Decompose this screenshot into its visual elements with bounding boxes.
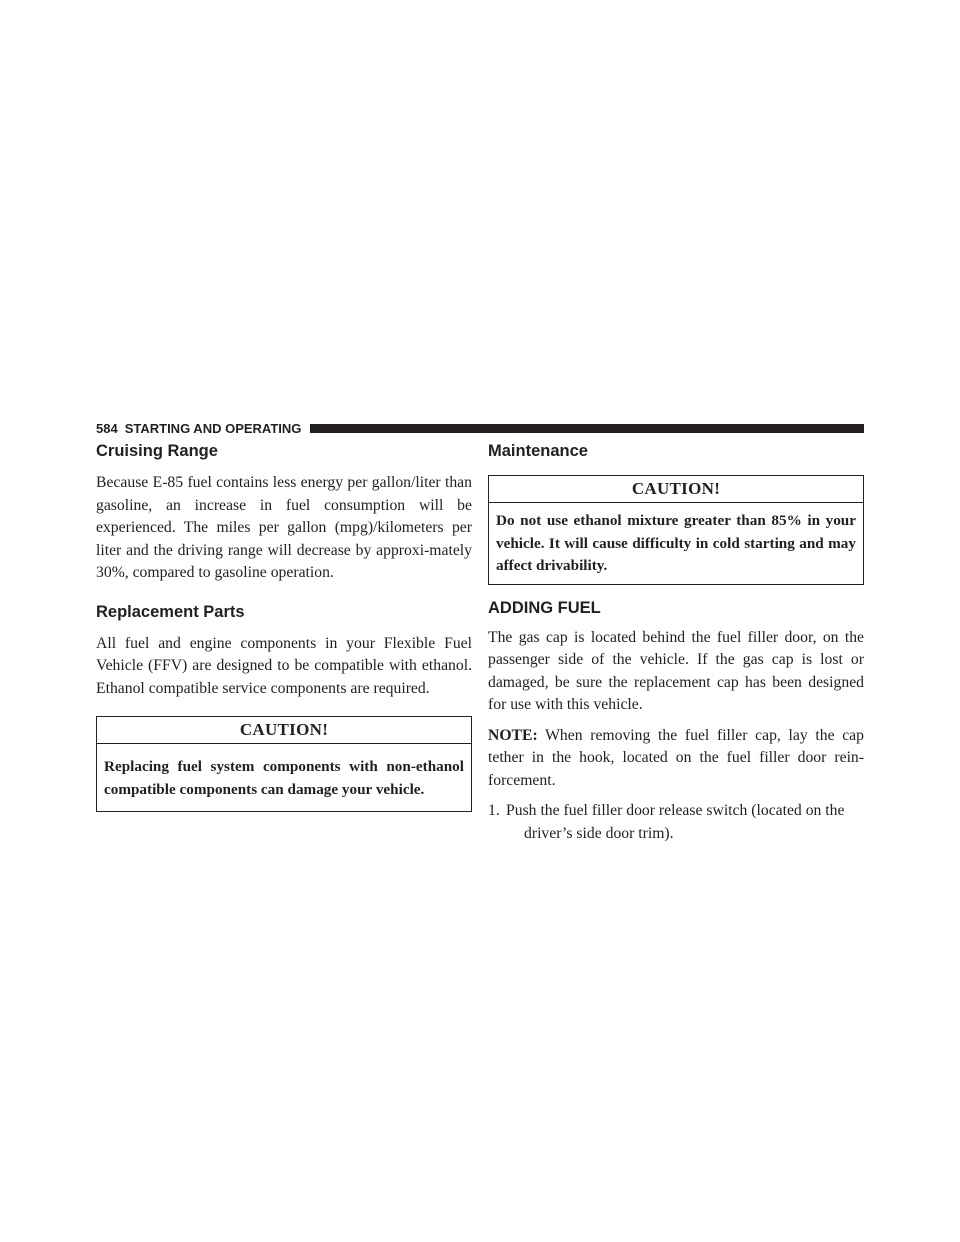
header-rule (310, 424, 864, 433)
caution-text: Replacing fuel system components with non-ethanol compatible components can damage your vehicle. (104, 758, 464, 798)
caution-title: CAUTION! (97, 717, 471, 744)
caution-title: CAUTION! (489, 476, 863, 503)
page-number: 584 (96, 420, 118, 436)
step-text (506, 800, 864, 845)
note-label: NOTE: (488, 726, 538, 744)
step-line-2: driver’s side door trim). (524, 824, 674, 842)
caution-text: Do not use ethanol mixture greater than 85% in your vehicle. It will cause difficulty in cold starting and may affect drivability. (496, 512, 856, 574)
replacement-parts-heading: Replacement Parts (96, 602, 245, 621)
note-paragraph (488, 725, 864, 793)
page-header (96, 418, 864, 438)
cruising-range-text: Because E-85 fuel contains less energy per gallon/liter than gasoline, an increase in fuel consumption will be experienced. The miles per gallon (mpg)/kilometers per liter and the driving range will decrease by approxi-mately 30%, compared to gasoline operation. (96, 474, 472, 581)
note-text: When removing the fuel filler cap, lay the cap tether in the hook, located on the fuel filler door rein-forcement. (488, 726, 864, 789)
adding-fuel-text: The gas cap is located behind the fuel filler door, on the passenger side of the vehicle. If the gas cap is lost or damaged, be sure the replacement cap has been designed for use with this vehicle. (488, 628, 864, 713)
left-column (96, 442, 472, 812)
section-title: STARTING AND OPERATING (124, 420, 302, 436)
caution-box-maintenance (488, 475, 864, 585)
maintenance-heading: Maintenance (488, 442, 588, 460)
adding-fuel-heading: ADDING FUEL (488, 598, 601, 617)
cruising-range-heading: Cruising Range (96, 442, 218, 460)
right-column (488, 442, 864, 845)
step-number: 1. (488, 802, 500, 819)
caution-box-replacement (96, 716, 472, 812)
replacement-parts-text: All fuel and engine components in your Flexible Fuel Vehicle (FFV) are designed to be compatible with ethanol. Ethanol compatible service components are required. (96, 634, 472, 697)
step-line-1: Push the fuel filler door release switch (located on the (506, 802, 845, 819)
step-item (488, 800, 864, 845)
